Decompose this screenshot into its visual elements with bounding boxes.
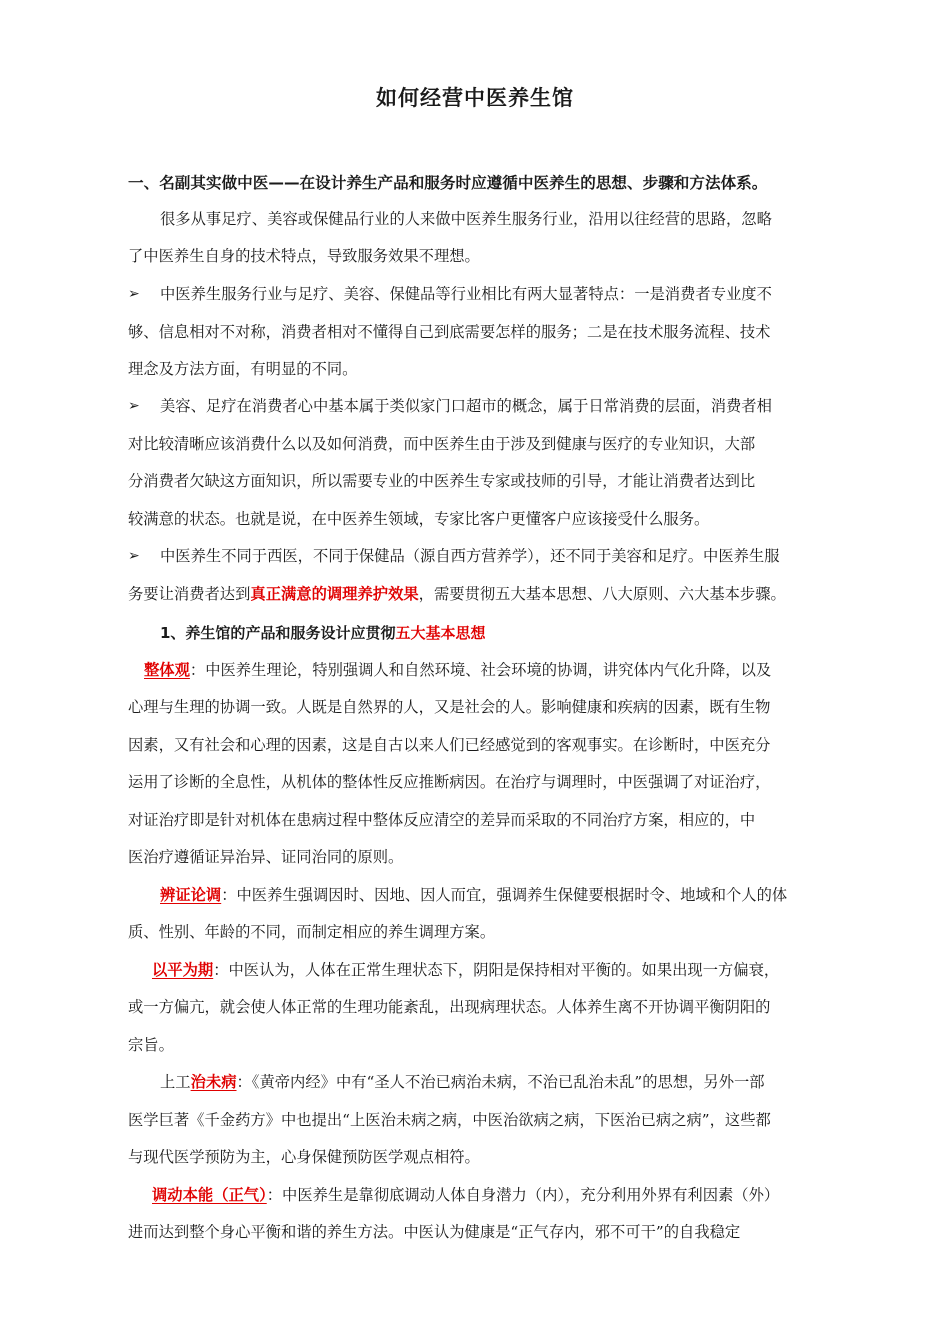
document-title: 如何经营中医养生馆 <box>376 86 574 110</box>
section-heading-1: 一、名副其实做中医——在设计养生产品和服务时应遵循中医养生的思想、步骤和方法体系。 <box>128 174 768 192</box>
term-holistic: 整体观 <box>144 661 190 679</box>
bullet-2-line-2: 对比较清晰应该消费什么以及如何消费，而中医养生由于涉及到健康与医疗的专业知识，大部 <box>128 435 756 453</box>
bullet-2-line-4: 较满意的状态。也就是说，在中医养生领域，专家比客户更懂客户应该接受什么服务。 <box>128 510 710 528</box>
balance-line-3: 宗旨。 <box>128 1036 174 1054</box>
vitality-text: ：中医养生是靠彻底调动人体自身潜力（内），充分利用外界有利因素（外） <box>266 1186 780 1204</box>
holistic-line-3: 因素，又有社会和心理的因素，这是自古以来人们已经感觉到的客观事实。在诊断时，中医充分 <box>128 736 771 754</box>
bullet-arrow-icon: ➢ <box>128 548 140 564</box>
holistic-para-line-1 <box>144 660 771 680</box>
subsection-heading-1 <box>160 622 485 643</box>
balance-line-2: 或一方偏亢，就会使人体正常的生理功能紊乱，出现病理状态。人体养生离不开协调平衡阴阳的 <box>128 998 771 1016</box>
balance-text: ：中医认为，人体在正常生理状态下，阴阳是保持相对平衡的。如果出现一方偏衰， <box>213 961 780 979</box>
bullet-1-line-1: 中医养生服务行业与足疗、美容、保健品等行业相比有两大显著特点：一是消费者专业度不 <box>160 285 772 303</box>
bullet-arrow-icon: ➢ <box>128 286 140 302</box>
prevention-line-2: 医学巨著《千金药方》中也提出“上医治未病之病，中医治欲病之病，下医治已病之病”，这些都 <box>128 1111 771 1129</box>
bullet-3-line-2-text: 务要让消费者达到 <box>128 585 251 603</box>
syndrome-para-line-1 <box>160 885 787 905</box>
holistic-text: ：中医养生理论，特别强调人和自然环境、社会环境的协调，讲究体内气化升降，以及 <box>189 661 772 679</box>
highlight-five-ideas: 五大基本思想 <box>395 624 486 642</box>
bullet-2-line-1: 美容、足疗在消费者心中基本属于类似家门口超市的概念，属于日常消费的层面，消费者相 <box>160 397 772 415</box>
term-prevention: 治未病 <box>190 1073 237 1091</box>
holistic-line-6: 医治疗遵循证异治异、证同治同的原则。 <box>128 848 404 866</box>
subsection-heading-text: 1、养生馆的产品和服务设计应贯彻 <box>160 624 396 642</box>
syndrome-line-2: 质、性别、年龄的不同，而制定相应的养生调理方案。 <box>128 923 496 941</box>
vitality-para-line-1 <box>152 1185 779 1205</box>
bullet-2-line-3: 分消费者欠缺这方面知识，所以需要专业的中医养生专家或技师的引导，才能让消费者达到比 <box>128 472 756 490</box>
intro-line-2: 了中医养生自身的技术特点，导致服务效果不理想。 <box>128 247 480 265</box>
bullet-arrow-icon: ➢ <box>128 398 140 414</box>
vitality-line-2: 进而达到整个身心平衡和谐的养生方法。中医认为健康是“正气存内，邪不可干”的自我稳定 <box>128 1223 741 1241</box>
holistic-line-2: 心理与生理的协调一致。人既是自然界的人，又是社会的人。影响健康和疾病的因素，既有生物 <box>128 698 771 716</box>
holistic-line-5: 对证治疗即是针对机体在患病过程中整体反应清空的差异而采取的不同治疗方案，相应的，中 <box>128 811 756 829</box>
prevention-line-3: 与现代医学预防为主，心身保健预防医学观点相符。 <box>128 1148 480 1166</box>
bullet-3-line-1: 中医养生不同于西医，不同于保健品（源自西方营养学），还不同于美容和足疗。中医养生服 <box>160 547 780 565</box>
intro-line-1: 很多从事足疗、美容或保健品行业的人来做中医养生服务行业，沿用以往经营的思路，忽略 <box>160 210 772 228</box>
term-syndrome: 辨证论调 <box>160 886 222 904</box>
prevention-para-line-1 <box>160 1072 765 1092</box>
bullet-1-line-2: 够、信息相对不对称，消费者相对不懂得自己到底需要怎样的服务；二是在技术服务流程、技术 <box>128 323 771 341</box>
bullet-1-line-3: 理念及方法方面，有明显的不同。 <box>128 360 358 378</box>
prevention-pre: 上工 <box>160 1073 191 1091</box>
term-vitality: 调动本能（正气） <box>152 1186 267 1204</box>
term-balance: 以平为期 <box>152 961 214 979</box>
syndrome-text: ：中医养生强调因时、因地、因人而宜，强调养生保健要根据时令、地域和个人的体 <box>221 886 788 904</box>
holistic-line-4: 运用了诊断的全息性，从机体的整体性反应推断病因。在治疗与调理时，中医强调了对证治疗， <box>128 773 771 791</box>
balance-para-line-1 <box>152 960 779 980</box>
highlight-effect: 真正满意的调理养护效果 <box>250 585 419 603</box>
bullet-3-line-2-rest: ，需要贯彻五大基本思想、八大原则、六大基本步骤。 <box>418 585 786 603</box>
bullet-3-line-2 <box>128 584 786 604</box>
prevention-text: ：《黄帝内经》中有“圣人不治已病治未病，不治已乱治未乱”的思想，另外一部 <box>236 1073 765 1091</box>
